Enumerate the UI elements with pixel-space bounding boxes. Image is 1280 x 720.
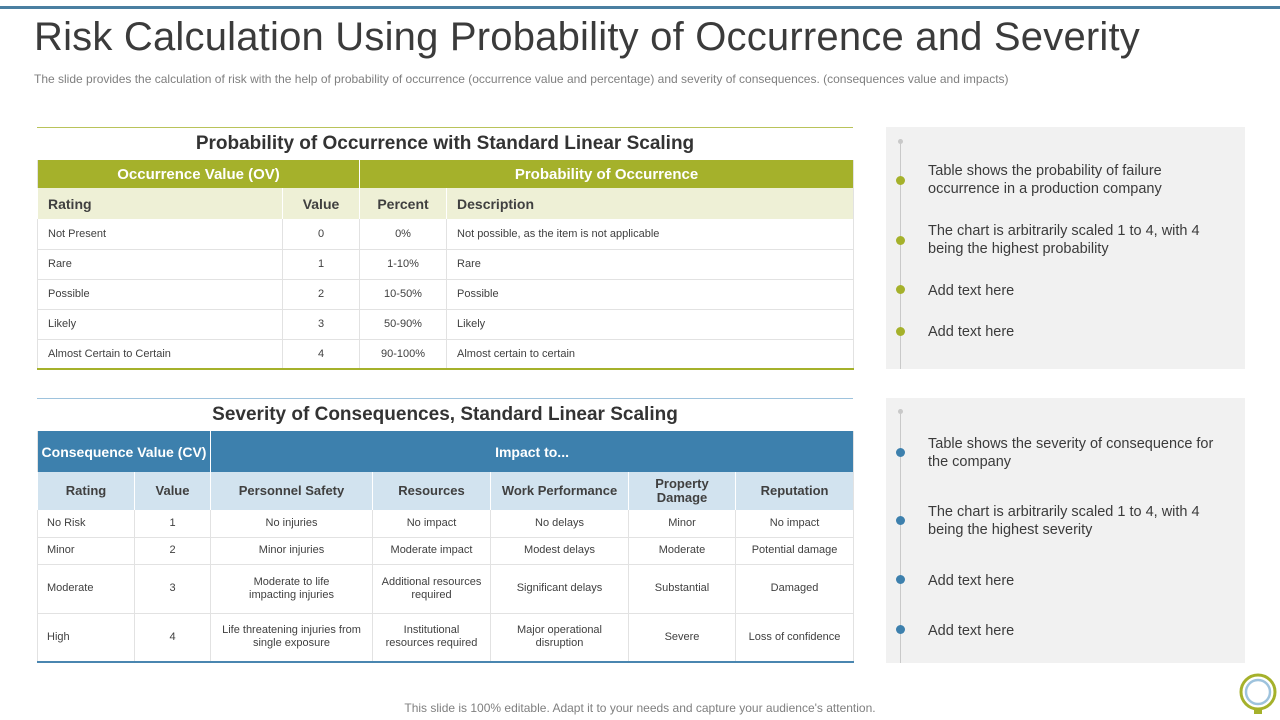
column-header-description: Description xyxy=(447,188,854,219)
cell-percent: 90-100% xyxy=(360,339,447,369)
cell-percent: 50-90% xyxy=(360,309,447,339)
severity-column-header-row xyxy=(38,472,854,510)
table-row xyxy=(38,309,854,339)
cell-description: Likely xyxy=(447,309,854,339)
table-row xyxy=(38,249,854,279)
cell-value: 3 xyxy=(135,564,211,613)
cell-resources: Institutional resources required xyxy=(373,613,491,662)
cell-resources: Additional resources required xyxy=(373,564,491,613)
cell-property-damage: Minor xyxy=(629,510,736,537)
cell-property-damage: Moderate xyxy=(629,537,736,564)
cell-reputation: No impact xyxy=(736,510,854,537)
note-text: Add text here xyxy=(928,623,1015,639)
cell-rating: Not Present xyxy=(38,219,283,249)
cell-rating: Likely xyxy=(38,309,283,339)
cell-value: 4 xyxy=(283,339,360,369)
cell-description: Not possible, as the item is not applicable xyxy=(447,219,854,249)
probability-column-header-row xyxy=(38,188,854,219)
cell-work-performance: Significant delays xyxy=(491,564,629,613)
probability-notes-panel xyxy=(886,127,1245,369)
note-text: Add text here xyxy=(928,283,1015,299)
bullet-dot-icon xyxy=(896,236,905,245)
bullet-dot-icon xyxy=(896,285,905,294)
group-header-impact: Impact to... xyxy=(211,431,854,472)
cell-rating: No Risk xyxy=(38,510,135,537)
page-subtitle: The slide provides the calculation of risk with the help of probability of occurrence (occurrence value and percentage) and severity of consequences. (consequences value and impacts) xyxy=(34,72,1009,86)
cell-personnel-safety: Moderate to life impacting injuries xyxy=(211,564,373,613)
cell-property-damage: Substantial xyxy=(629,564,736,613)
bullet-dot-icon xyxy=(896,327,905,336)
cell-description: Possible xyxy=(447,279,854,309)
column-header-value: Value xyxy=(283,188,360,219)
page-title: Risk Calculation Using Probability of Occurrence and Severity xyxy=(34,15,1141,59)
cell-reputation: Potential damage xyxy=(736,537,854,564)
cell-rating: Possible xyxy=(38,279,283,309)
cell-value: 2 xyxy=(283,279,360,309)
column-header-resources: Resources xyxy=(373,472,491,510)
footer-note: This slide is 100% editable. Adapt it to your needs and capture your audience's attention. xyxy=(404,701,876,715)
column-header-personnel-safety: Personnel Safety xyxy=(211,472,373,510)
table-row xyxy=(38,219,854,249)
cell-rating: High xyxy=(38,613,135,662)
table-row xyxy=(38,339,854,369)
bullet-dot-icon xyxy=(896,516,905,525)
group-header-occurrence-value: Occurrence Value (OV) xyxy=(38,160,360,188)
severity-notes-panel xyxy=(886,398,1245,663)
probability-group-header-row xyxy=(38,160,854,188)
cell-value: 2 xyxy=(135,537,211,564)
bullet-dot-icon xyxy=(896,575,905,584)
table-row xyxy=(38,510,854,537)
cell-rating: Moderate xyxy=(38,564,135,613)
cell-value: 4 xyxy=(135,613,211,662)
cell-description: Almost certain to certain xyxy=(447,339,854,369)
note-text: The chart is arbitrarily scaled 1 to 4, with 4 being the highest probability xyxy=(928,223,1200,257)
cell-reputation: Loss of confidence xyxy=(736,613,854,662)
cell-percent: 0% xyxy=(360,219,447,249)
probability-table xyxy=(37,160,854,370)
severity-group-header-row xyxy=(38,431,854,472)
cell-personnel-safety: Life threatening injuries from single exposure xyxy=(211,613,373,662)
top-accent-line xyxy=(0,6,1280,9)
bullet-dot-icon xyxy=(896,448,905,457)
column-header-work-performance: Work Performance xyxy=(491,472,629,510)
cell-resources: No impact xyxy=(373,510,491,537)
cell-description: Rare xyxy=(447,249,854,279)
lightbulb-icon xyxy=(1238,672,1278,716)
cell-reputation: Damaged xyxy=(736,564,854,613)
cell-percent: 1-10% xyxy=(360,249,447,279)
severity-section xyxy=(37,398,853,663)
bullet-dot-icon xyxy=(896,625,905,634)
column-header-percent: Percent xyxy=(360,188,447,219)
cell-work-performance: Major operational disruption xyxy=(491,613,629,662)
column-header-reputation: Reputation xyxy=(736,472,854,510)
group-header-probability: Probability of Occurrence xyxy=(360,160,854,188)
severity-table-title: Severity of Consequences, Standard Linear Scaling xyxy=(212,404,678,425)
cell-personnel-safety: No injuries xyxy=(211,510,373,537)
column-header-value: Value xyxy=(135,472,211,510)
table-row xyxy=(38,279,854,309)
column-header-rating: Rating xyxy=(38,472,135,510)
note-text: Add text here xyxy=(928,324,1015,340)
column-header-property-damage: Property Damage xyxy=(629,472,736,510)
note-text: Table shows the severity of consequence for the company xyxy=(928,436,1214,470)
cell-property-damage: Severe xyxy=(629,613,736,662)
cell-rating: Almost Certain to Certain xyxy=(38,339,283,369)
cell-work-performance: No delays xyxy=(491,510,629,537)
cell-value: 1 xyxy=(135,510,211,537)
cell-rating: Rare xyxy=(38,249,283,279)
probability-section xyxy=(37,127,853,370)
note-text: Add text here xyxy=(928,573,1015,589)
cell-resources: Moderate impact xyxy=(373,537,491,564)
probability-table-title: Probability of Occurrence with Standard Linear Scaling xyxy=(195,133,695,154)
cell-value: 1 xyxy=(283,249,360,279)
table-row xyxy=(38,564,854,613)
column-header-rating: Rating xyxy=(38,188,283,219)
group-header-consequence-value: Consequence Value (CV) xyxy=(38,431,211,472)
cell-value: 3 xyxy=(283,309,360,339)
cell-percent: 10-50% xyxy=(360,279,447,309)
cell-personnel-safety: Minor injuries xyxy=(211,537,373,564)
cell-value: 0 xyxy=(283,219,360,249)
cell-work-performance: Modest delays xyxy=(491,537,629,564)
table-row xyxy=(38,537,854,564)
note-text: The chart is arbitrarily scaled 1 to 4, with 4 being the highest severity xyxy=(928,504,1200,538)
severity-table xyxy=(37,431,854,663)
bullet-dot-icon xyxy=(896,176,905,185)
note-text: Table shows the probability of failure occurrence in a production company xyxy=(928,163,1162,197)
table-row xyxy=(38,613,854,662)
cell-rating: Minor xyxy=(38,537,135,564)
